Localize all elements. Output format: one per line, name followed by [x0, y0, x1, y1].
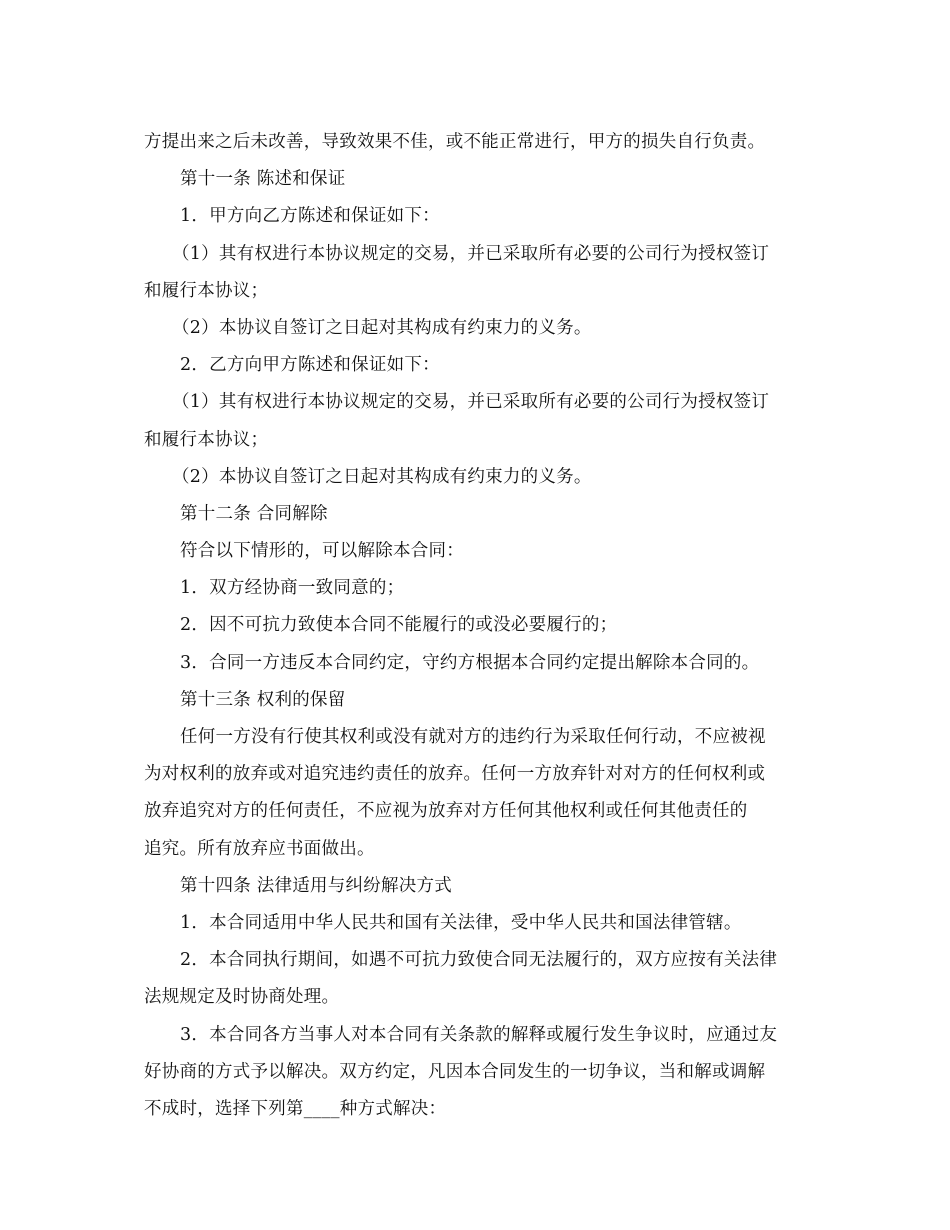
- document-line: （1）其有权进行本协议规定的交易，并已采取所有必要的公司行为授权签订: [172, 392, 770, 413]
- document-line: （2）本协议自签订之日起对其构成有约束力的义务。: [172, 466, 592, 487]
- document-line: 1．本合同适用中华人民共和国有关法律，受中华人民共和国法律管辖。: [180, 912, 742, 933]
- document-line: 和履行本协议；: [144, 429, 269, 450]
- document-line: 第十二条 合同解除: [180, 503, 328, 524]
- document-line: （2）本协议自签订之日起对其构成有约束力的义务。: [172, 317, 592, 338]
- document-line: 第十四条 法律适用与纠纷解决方式: [180, 875, 453, 896]
- document-line: 不成时，选择下列第____种方式解决：: [144, 1098, 447, 1119]
- document-line: 好协商的方式予以解决。双方约定，凡因本合同发生的一切争议，当和解或调解: [144, 1061, 766, 1082]
- document-line: 3．合同一方违反本合同约定，守约方根据本合同约定提出解除本合同的。: [180, 652, 760, 673]
- document-line: 第十三条 权利的保留: [180, 689, 346, 710]
- document-line: 和履行本协议；: [144, 280, 269, 301]
- document-line: 1．双方经协商一致同意的；: [180, 578, 405, 599]
- document-line: 追究。所有放弃应书面做出。: [144, 838, 375, 859]
- document-line: 法规规定及时协商处理。: [144, 987, 340, 1008]
- document-line: 2．因不可抗力致使本合同不能履行的或没必要履行的；: [180, 615, 618, 636]
- document-line: 任何一方没有行使其权利或没有就对方的违约行为采取任何行动，不应被视: [180, 727, 766, 747]
- document-line: 符合以下情形的，可以解除本合同：: [180, 541, 464, 562]
- document-line: 放弃追究对方的任何责任，不应视为放弃对方任何其他权利或任何其他责任的: [144, 801, 748, 822]
- document-line: 1．甲方向乙方陈述和保证如下：: [180, 206, 440, 227]
- document-line: 第十一条 陈述和保证: [180, 169, 346, 190]
- document-line: 3．本合同各方当事人对本合同有关条款的解释或履行发生争议时，应通过友: [180, 1024, 778, 1045]
- document-line: （1）其有权进行本协议规定的交易，并已采取所有必要的公司行为授权签订: [172, 243, 770, 264]
- document-page: [144, 124, 808, 1128]
- document-line: 2．乙方向甲方陈述和保证如下：: [180, 355, 440, 376]
- document-line: 2．本合同执行期间，如遇不可抗力致使合同无法履行的，双方应按有关法律: [180, 950, 778, 971]
- document-line: 方提出来之后未改善，导致效果不佳，或不能正常进行，甲方的损失自行负责。: [144, 132, 766, 152]
- document-line: 为对权利的放弃或对追究违约责任的放弃。任何一方放弃针对对方的任何权利或: [144, 764, 766, 785]
